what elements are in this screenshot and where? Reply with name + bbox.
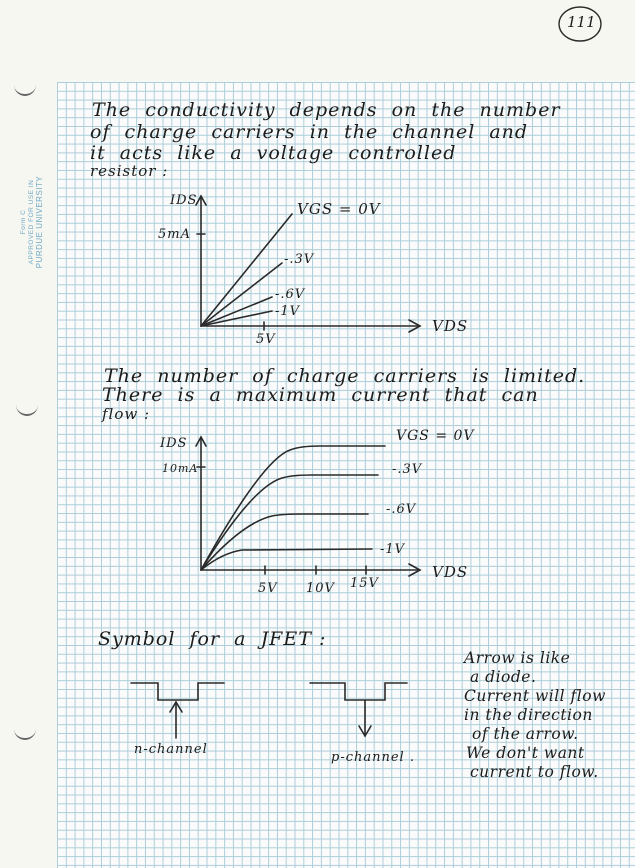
fig1-y-tick-label: 5mA <box>158 227 191 242</box>
fig1-x-axis-label: VDS <box>432 317 469 335</box>
fig1-curve-label: -1V <box>275 304 301 319</box>
side-note-line: We don't want <box>466 744 585 762</box>
side-note-line: current to flow. <box>470 763 599 781</box>
paragraph1-line: it acts like a voltage controlled <box>90 142 457 164</box>
side-note-line: a diode. <box>470 668 537 686</box>
fig2-curve-0v <box>201 446 385 570</box>
fig2-x-axis-label: VDS <box>432 563 469 581</box>
margin-imprint-line: APPROVED FOR USE IN <box>28 179 35 265</box>
paragraph1-line: resistor : <box>90 162 169 180</box>
symbol-heading: Symbol for a JFET : <box>98 628 327 650</box>
paragraph1-line: The conductivity depends on the number <box>92 99 561 121</box>
paragraph2-line: flow : <box>102 405 151 423</box>
n-jfet-channel-line <box>131 683 224 700</box>
side-note-line: Arrow is like <box>464 649 571 667</box>
fig2-x-tick-label: 15V <box>350 576 379 591</box>
fig2-x-tick-label: 10V <box>306 581 335 596</box>
fig2-x-tick-label: 5V <box>258 581 278 596</box>
fig2-curve-label: -.6V <box>386 502 417 517</box>
page-number: 111 <box>567 13 596 31</box>
margin-imprint-line: PURDUE UNIVERSITY <box>35 175 44 269</box>
fig2-curve-label: -1V <box>380 542 406 557</box>
side-note-line: in the direction <box>464 706 593 724</box>
fig2-y-tick-label: 10mA <box>162 462 199 475</box>
fig1-curve-label: VGS = 0V <box>297 200 381 218</box>
fig2-curve-label: -.3V <box>392 462 423 477</box>
fig2-curve-03v <box>201 475 378 570</box>
fig1-curve-label: -.6V <box>275 287 306 302</box>
p-channel-label: p-channel . <box>331 750 415 765</box>
margin-imprint-line: Form C <box>20 209 27 235</box>
fig1-curve-06v <box>201 297 272 326</box>
fig1-curve-label: -.3V <box>284 252 315 267</box>
paragraph2-line: There is a maximum current that can <box>102 384 539 406</box>
side-note-line: of the arrow. <box>472 725 579 743</box>
n-channel-label: n-channel <box>134 742 208 757</box>
fig2-y-axis-label: IDS <box>160 436 188 451</box>
side-note-line: Current will flow <box>464 687 606 705</box>
fig1-x-tick-label: 5V <box>256 332 276 347</box>
fig1-curve-03v <box>201 263 282 326</box>
fig2-curve-1v <box>201 549 372 570</box>
p-jfet-channel-line <box>310 683 407 700</box>
fig2-curve-label: VGS = 0V <box>396 428 475 444</box>
fig2-curve-06v <box>201 514 368 570</box>
fig1-y-axis-label: IDS <box>170 193 198 208</box>
paragraph1-line: of charge carriers in the channel and <box>90 121 529 143</box>
paragraph2-line: The number of charge carriers is limited. <box>104 365 586 387</box>
